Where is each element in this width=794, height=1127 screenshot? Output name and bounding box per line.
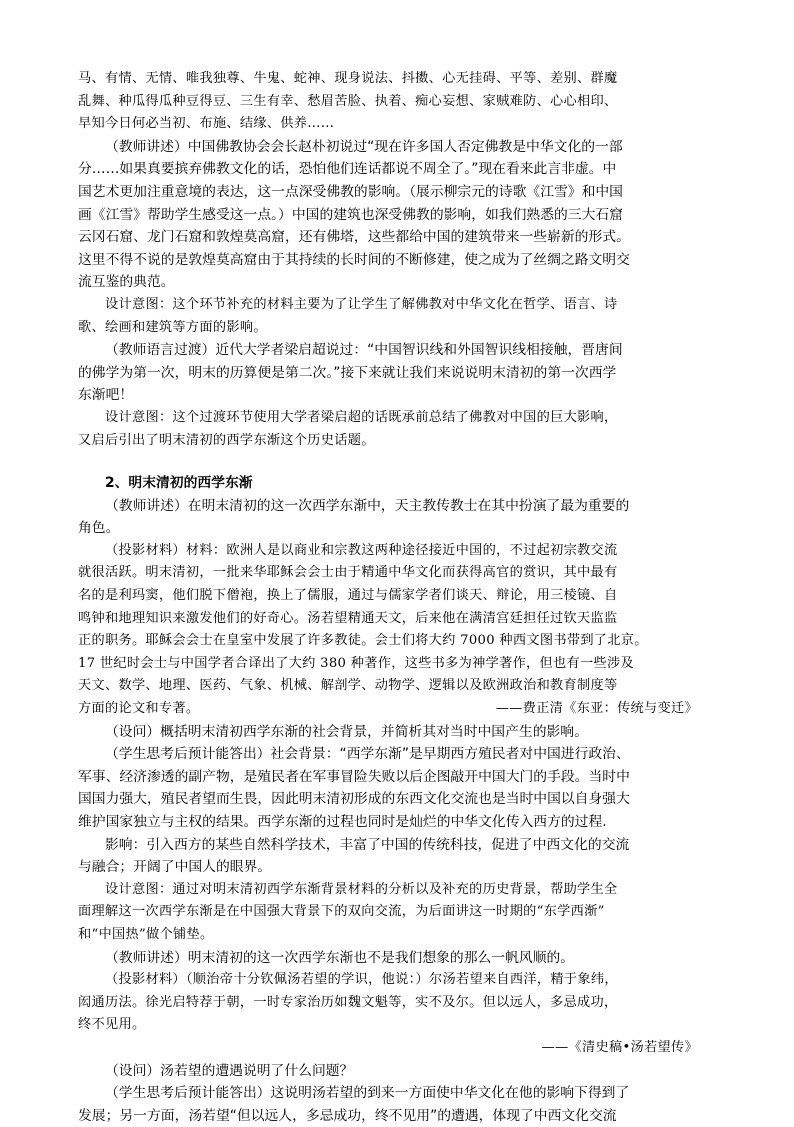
text-line: 与融合；开阔了中国人的眼界。 [78,859,272,876]
text-line: （设问）汤若望的遭遇说明了什么问题？ [105,1062,354,1079]
text-line: 画《江雪》帮助学生感受这一点。）中国的建筑也深受佛教的影响，如我们熟悉的三大石窟 [78,206,623,223]
text-line: 乱舞、种瓜得瓜种豆得豆、三生有幸、愁眉苦脸、执着、痴心妄想、家贼难防、心心相印、 [78,93,618,109]
paragraph-gap [78,452,720,472]
text-line [78,698,720,721]
text-line: 发展；另一方面，汤若望“但以远人，多忌成功，终不见用”的遭遇，体现了中西文化交流 [78,1107,617,1124]
document-page [78,68,720,1127]
text-line: 国国力强大，殖民者望而生畏，因此明末清初形成的东西文化交流也是当时中国以自身强大 [78,791,630,808]
text-line: 的佛学为第一次，明末的历算便是第二次。”接下来就让我们来说说明末清初的第一次西学 [78,364,617,381]
text-line: 设计意图：这个环节补充的材料主要为了让学生了解佛教对中华文化在哲学、语言、诗 [105,296,618,312]
section-heading: 2、明末清初的西学东渐 [105,475,253,492]
text-line: 东渐吧！ [78,387,134,404]
text-line: 早知今日何必当初、布施、结缘、供养…… [78,116,335,132]
text-line: 天文、数学、地理、医药、气象、机械、解剖学、动物学、逻辑以及欧洲政治和教育制度等 [78,678,618,694]
text-line: 国艺术更加注重意境的表达，这一点深受佛教的影响。（展示柳宗元的诗歌《江雪》和中国 [78,183,623,200]
text-line: 名的是利玛窦，他们脱下僧袍，换上了儒服，通过与儒家学者们谈天、辩论，用三棱镜、自 [78,588,618,604]
text-line: 闳通历法。徐光启特荐于朝，一时专家治历如魏文魁等，实不及尔。但以远人，多忌成功， [78,994,618,1010]
text-line: 马、有情、无情、唯我独尊、牛鬼、蛇神、现身说法、抖擞、心无挂碍、平等、差别、群魔 [78,71,618,86]
text-line: 面理解这一次西学东渐是在中国强大背景下的双向交流，为后面讲这一时期的“东学西渐” [78,904,605,920]
text-line: （教师讲述）明末清初的这一次西学东渐也不是我们想象的那么一帆风顺的。 [105,949,575,966]
text-line: 云冈石窟、龙门石窟和敦煌莫高窟，还有佛塔，这些都给中国的建筑带来一些崭新的形式。 [78,229,630,246]
text-line: （教师讲述）在明末清初的这一次西学东渐中，天主教传教士在其中扮演了最为重要的 [105,497,630,514]
text-line: （学生思考后预计能答出）这说明汤若望的到来一方面使中华文化在他的影响下得到了 [105,1085,630,1102]
text-line: 这里不得不说的是敦煌莫高窟由于其持续的长时间的不断修建，使之成为了丝绸之路文明交 [78,251,630,268]
text-line: 就很活跃。明末清初，一批来华耶稣会会士由于精通中华文化而获得高官的赏识，其中最有 [78,565,618,581]
text-line: 歌、绘画和建筑等方面的影响。 [78,319,267,335]
text-line: （投影材料）（顺治帝十分钦佩汤若望的学识，他说：）尔汤若望来自西洋，精于象纬， [105,972,618,988]
text-line: 正的职务。耶稣会会士在皇室中发展了许多教徒。会士们将大约 7000 种西文图书带到了北京。 [78,633,648,649]
text-line: （教师讲述）中国佛教协会会长赵朴初说过“现在许多国人否定佛教是中华文化的一部 [105,138,623,155]
text-line: 鸣钟和地理知识来激发他们的好奇心。汤若望精通天文，后来他在满清宫廷担任过钦天监监 [78,610,618,626]
text-line: 设计意图：这个过渡环节使用大学者梁启超的话既承前总结了佛教对中国的巨大影响， [105,409,618,425]
text-line: （学生思考后预计能答出）社会背景：“西学东渐”是早期西方殖民者对中国进行政治、 [105,746,630,763]
text-line: （教师语言过渡）近代大学者梁启超说过：“中国智识线和外国智识线相接触，晋唐间 [105,342,623,359]
text-line: 分……如果真要摈弃佛教文化的话，恐怕他们连话都说不周全了。”现在看来此言非虚。中 [78,161,617,178]
text-line: 军事、经济渗透的副产物，是殖民者在军事冒险失败以后企图敲开中国大门的手段。当时中 [78,768,630,785]
text-line: 又启后引出了明末清初的西学东渐这个历史话题。 [78,432,375,448]
text-line-body: 方面的论文和专著。 [78,701,200,717]
text-line: （投影材料）材料：欧洲人是以商业和宗教这两种途径接近中国的，不过起初宗教交流 [105,542,618,558]
source-citation: ——费正清《东亚：传统与变迁》 [495,701,698,717]
text-line: 和“中国热”做个铺垫。 [78,926,214,942]
text-line: 终不见用。 [78,1017,146,1033]
text-line: 维护国家独立与主权的结果。西学东渐的过程也同时是灿烂的中华文化传入西方的过程. [78,814,607,830]
text-line: ——《清史稿•汤若望传》 [541,1039,698,1055]
text-line: 流互鉴的典范。 [78,274,175,291]
text-line: 角色。 [78,520,120,537]
text-line: （设问）概括明末清初西学东渐的社会背景，并简析其对当时中国产生的影响。 [105,723,588,740]
text-line: 影响：引入西方的某些自然科学技术，丰富了中国的传统科技，促进了中西文化的交流 [105,836,630,853]
text-line: 17 世纪时会士与中国学者合译出了大约 380 种著作，这些书多为神学著作，但也有一些涉及 [78,655,634,671]
text-line: 设计意图：通过对明末清初西学东渐背景材料的分析以及补充的历史背景，帮助学生全 [105,881,618,897]
